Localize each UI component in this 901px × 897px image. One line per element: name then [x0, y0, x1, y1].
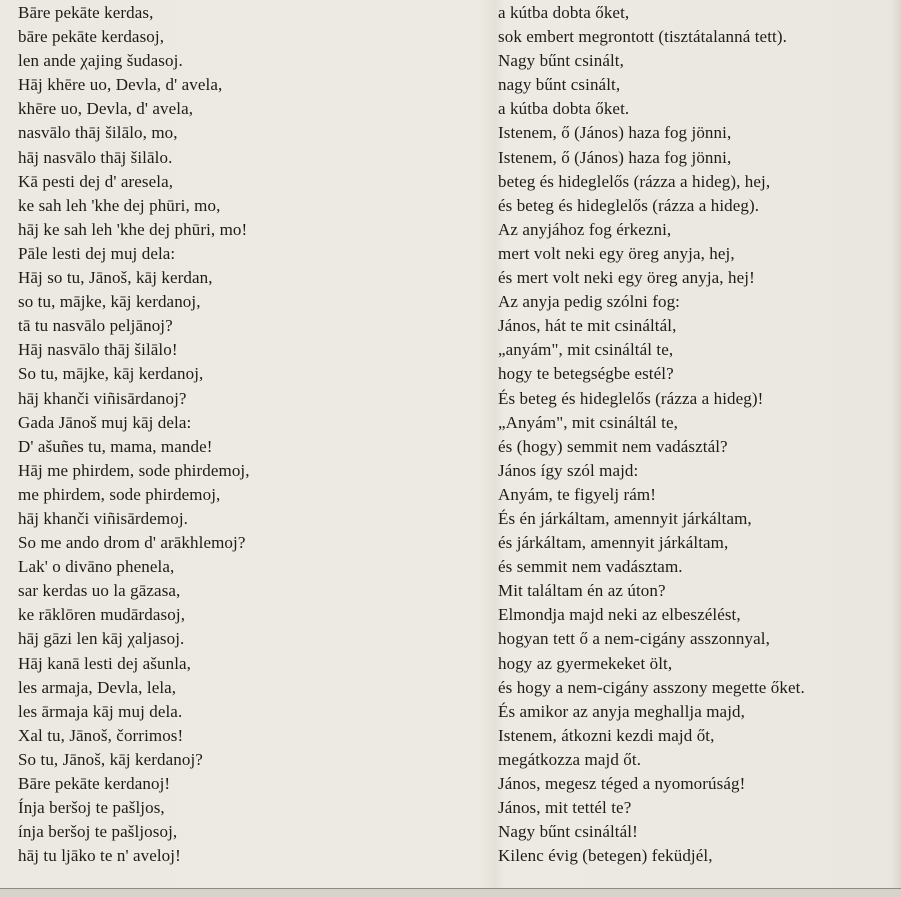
translation-line: Mit találtam én az úton? — [498, 581, 666, 601]
verse-line: hāj gāzi len kāj χaljasoj. — [18, 629, 185, 649]
translation-line: És én járkáltam, amennyit járkáltam, — [498, 508, 752, 528]
translation-line: és mert volt neki egy öreg anyja, hej! — [498, 268, 755, 288]
verse-line: Kā pesti dej d' aresela, — [18, 171, 174, 191]
verse-line: Lak' o divāno phenela, — [18, 557, 175, 577]
verse-line: Bāre pekāte kerdanoj! — [18, 774, 171, 793]
verse-line: Hāj me phirdem, sode phirdemoj, — [18, 460, 250, 480]
translation-line: nagy bűnt csinált, — [498, 75, 621, 95]
translation-line: Kilenc évig (betegen) feküdjél, — [498, 846, 713, 866]
verse-line: So me ando drom d' arākhlemoj? — [18, 533, 246, 553]
verse-line: hāj nasvālo thāj šilālo. — [18, 147, 173, 167]
verse-line: sar kerdas uo la gāzasa, — [18, 581, 181, 601]
translation-line: János így szól majd: — [498, 460, 639, 480]
translation-line: Elmondja majd neki az elbeszélést, — [498, 605, 741, 625]
verse-line: ke sah leh 'khe dej phūri, mo, — [18, 195, 221, 215]
translation-line: és (hogy) semmit nem vadásztál? — [498, 436, 728, 456]
translation-line: Istenem, ő (János) haza fog jönni, — [498, 123, 732, 143]
translation-line: a kútba dobta őket. — [498, 99, 630, 119]
verse-line: hāj khanči viñisārdanoj? — [18, 388, 187, 408]
verse-line: hāj tu ljāko te n' aveloj! — [18, 846, 181, 866]
translation-line: „anyám", mit csináltál te, — [498, 340, 674, 360]
verse-line: ínja beršoj te pašljosoj, — [18, 822, 178, 842]
verse-line: Bāre pekāte kerdas, — [18, 3, 154, 22]
translation-line: és járkáltam, amennyit járkáltam, — [498, 533, 729, 553]
verse-line: Hāj khēre uo, Devla, d' avela, — [18, 75, 223, 95]
verse-line: ke rāklōren mudārdasoj, — [18, 605, 186, 625]
translation-line: sok embert megrontott (tisztátalanná tett). — [498, 27, 787, 47]
translation-line: Az anyjához fog érkezni, — [498, 219, 672, 239]
verse-line: Ínja beršoj te pašljos, — [18, 798, 165, 818]
verse-line: Xal tu, Jānoš, čorrimos! — [18, 725, 184, 745]
verse-line: les ārmaja kāj muj dela. — [18, 701, 183, 721]
translation-line: János, mit tettél te? — [498, 798, 632, 818]
translation-line: Istenem, átkozni kezdi majd őt, — [498, 725, 715, 745]
translation-line: „Anyám", mit csináltál te, — [498, 412, 678, 432]
verse-line: tā tu nasvālo peljānoj? — [18, 316, 173, 336]
translation-line: Az anyja pedig szólni fog: — [498, 292, 680, 312]
translation-line: János, hát te mit csináltál, — [498, 316, 677, 336]
romani-verse-column — [18, 1, 250, 868]
show-through-text-left — [300, 2, 490, 882]
verse-line: So tu, Jānoš, kāj kerdanoj? — [18, 749, 203, 769]
hungarian-translation-column — [498, 1, 805, 868]
translation-line: Anyám, te figyelj rám! — [498, 484, 656, 504]
translation-line: beteg és hideglelős (rázza a hideg), hej, — [498, 171, 771, 191]
verse-line: me phirdem, sode phirdemoj, — [18, 484, 221, 504]
verse-line: hāj ke sah leh 'khe dej phūri, mo! — [18, 219, 248, 239]
verse-line: Gada Jānoš muj kāj dela: — [18, 412, 192, 432]
translation-line: És beteg és hideglelős (rázza a hideg)! — [498, 388, 764, 408]
verse-line: hāj khanči viñisārdemoj. — [18, 508, 188, 528]
translation-line: És amikor az anyja meghallja majd, — [498, 701, 745, 721]
page-bottom-margin — [0, 889, 901, 897]
translation-line: és beteg és hideglelős (rázza a hideg). — [498, 195, 760, 215]
translation-line: János, megesz téged a nyomorúság! — [498, 774, 746, 793]
translation-line: és semmit nem vadásztam. — [498, 557, 683, 577]
verse-line: So tu, mājke, kāj kerdanoj, — [18, 364, 204, 384]
translation-line: mert volt neki egy öreg anyja, hej, — [498, 243, 735, 263]
verse-line: Hāj kanā lesti dej ašunla, — [18, 653, 192, 673]
translation-line: megátkozza majd őt. — [498, 749, 642, 769]
translation-line: Nagy bűnt csinált, — [498, 51, 624, 71]
verse-line: D' ašuñes tu, mama, mande! — [18, 436, 213, 456]
translation-line: hogy az gyermekeket ölt, — [498, 653, 673, 673]
verse-line: nasvālo thāj šilālo, mo, — [18, 123, 178, 143]
verse-line: so tu, mājke, kāj kerdanoj, — [18, 292, 201, 312]
translation-line: Istenem, ő (János) haza fog jönni, — [498, 147, 732, 167]
verse-line: Hāj so tu, Jānoš, kāj kerdan, — [18, 268, 213, 288]
translation-line: a kútba dobta őket, — [498, 3, 630, 22]
verse-line: khēre uo, Devla, d' avela, — [18, 99, 194, 119]
verse-line: len ande χajing šudasoj. — [18, 51, 183, 71]
translation-line: hogy te betegségbe estél? — [498, 364, 674, 384]
translation-line: Nagy bűnt csináltál! — [498, 822, 638, 842]
show-through-text-right — [842, 2, 901, 882]
translation-line: hogyan tett ő a nem-cigány asszonnyal, — [498, 629, 770, 649]
verse-line: les armaja, Devla, lela, — [18, 677, 177, 697]
verse-line: Hāj nasvālo thāj šilālo! — [18, 340, 178, 360]
verse-line: Pāle lesti dej muj dela: — [18, 243, 176, 263]
translation-line: és hogy a nem-cigány asszony megette őket. — [498, 677, 805, 697]
verse-line: bāre pekāte kerdasoj, — [18, 27, 165, 47]
